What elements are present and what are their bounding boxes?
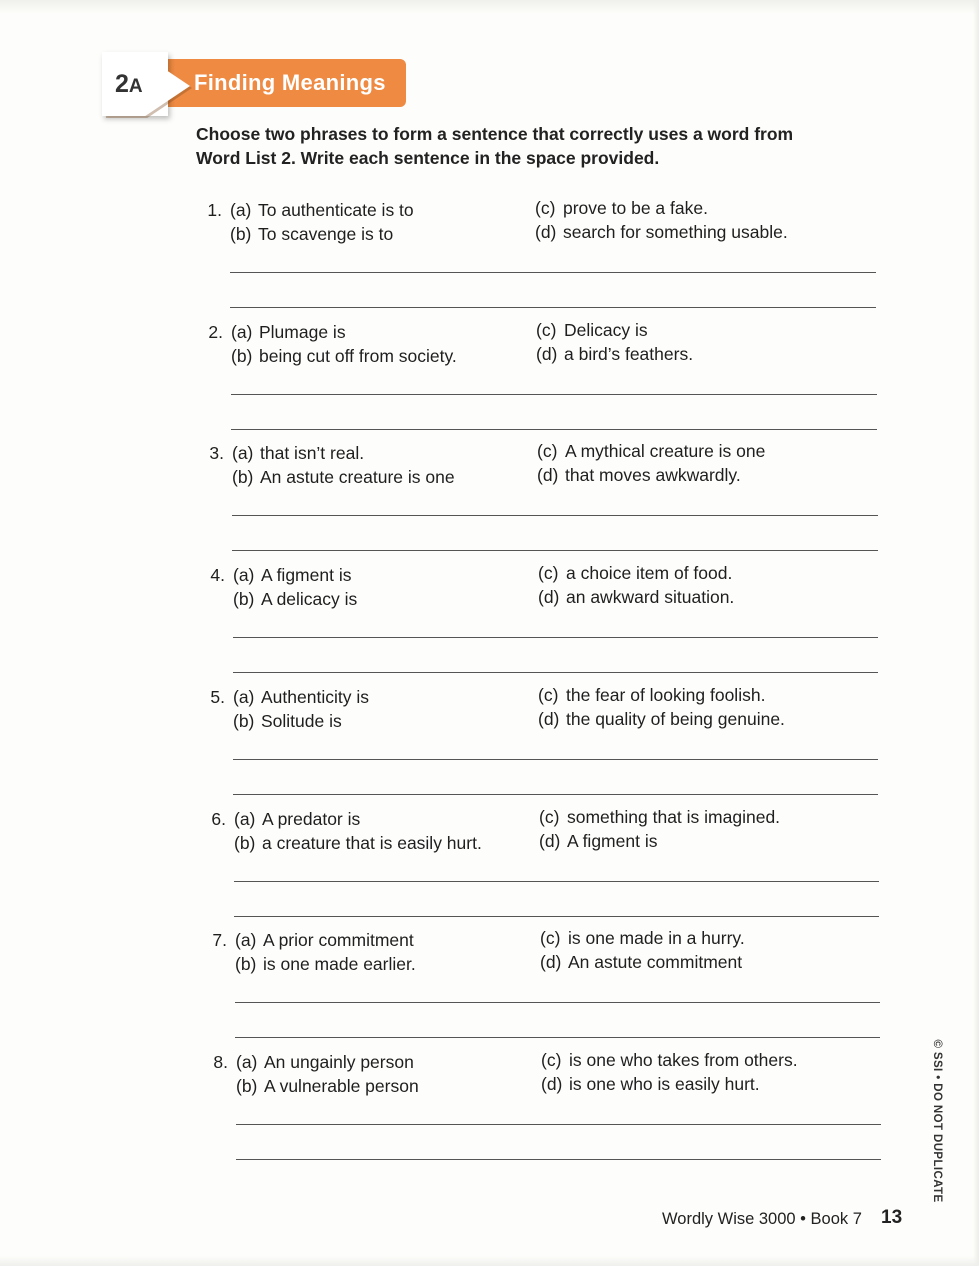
question-number: 7. xyxy=(212,930,227,950)
answer-line[interactable] xyxy=(235,1002,880,1003)
instructions: Choose two phrases to form a sentence that correctly uses a word from Word List 2. Write each sentence in the space provided. xyxy=(196,124,794,168)
answer-line[interactable] xyxy=(232,550,878,551)
option-d: (d) is one who is easily hurt. xyxy=(541,1074,760,1094)
option-b: (b) A delicacy is xyxy=(233,589,358,609)
answer-line[interactable] xyxy=(235,1037,880,1038)
answer-line[interactable] xyxy=(233,794,878,795)
option-c: (c) prove to be a fake. xyxy=(535,198,708,218)
answer-line[interactable] xyxy=(231,394,877,395)
answer-line[interactable] xyxy=(236,1159,881,1160)
answer-line[interactable] xyxy=(234,881,879,882)
option-b: (b) being cut off from society. xyxy=(231,346,457,366)
option-c: (c) is one made in a hurry. xyxy=(540,928,745,948)
copyright-notice: © SSI • DO NOT DUPLICATE xyxy=(931,1039,943,1203)
option-a: (a) To authenticate is to xyxy=(230,200,414,220)
question-number: 5. xyxy=(210,687,225,707)
section-title: Finding Meanings xyxy=(194,70,386,95)
question-item xyxy=(0,441,979,563)
option-a: (a) A predator is xyxy=(234,809,361,829)
answer-line[interactable] xyxy=(231,429,877,430)
section-number: 2A xyxy=(115,70,143,98)
option-a: (a) An ungainly person xyxy=(236,1052,414,1072)
question-number: 1. xyxy=(207,200,222,220)
answer-line[interactable] xyxy=(234,916,879,917)
option-d: (d) a bird’s feathers. xyxy=(536,344,694,364)
question-item xyxy=(0,807,979,929)
option-c: (c) Delicacy is xyxy=(536,320,648,340)
answer-line[interactable] xyxy=(232,515,878,516)
option-a: (a) A prior commitment xyxy=(235,930,414,950)
answer-line[interactable] xyxy=(230,307,876,308)
question-item xyxy=(0,1050,979,1172)
page-number: 13 xyxy=(881,1207,903,1228)
option-d: (d) A figment is xyxy=(539,831,658,851)
option-c: (c) A mythical creature is one xyxy=(537,441,766,461)
question-number: 4. xyxy=(210,565,225,585)
option-d: (d) that moves awkwardly. xyxy=(537,465,741,485)
question-item xyxy=(0,563,979,685)
option-d: (d) search for something usable. xyxy=(535,222,788,242)
book-title: Wordly Wise 3000 • Book 7 xyxy=(662,1210,862,1228)
question-item xyxy=(0,320,979,442)
question-number: 2. xyxy=(208,322,223,342)
option-c: (c) is one who takes from others. xyxy=(541,1050,798,1070)
option-c: (c) a choice item of food. xyxy=(538,563,733,583)
scan-edge-bottom xyxy=(0,1256,979,1266)
option-c: (c) something that is imagined. xyxy=(539,807,781,827)
question-item xyxy=(0,685,979,807)
question-item xyxy=(0,928,979,1050)
option-b: (b) An astute creature is one xyxy=(232,467,455,487)
option-a: (a) Plumage is xyxy=(231,322,346,342)
answer-line[interactable] xyxy=(233,637,878,638)
option-d: (d) the quality of being genuine. xyxy=(538,709,785,729)
option-c: (c) the fear of looking foolish. xyxy=(538,685,766,705)
answer-line[interactable] xyxy=(236,1124,881,1125)
scan-edge-top xyxy=(0,0,979,14)
question-item xyxy=(0,198,979,320)
option-b: (b) A vulnerable person xyxy=(236,1076,419,1096)
option-a: (a) that isn’t real. xyxy=(232,443,365,463)
answer-line[interactable] xyxy=(230,272,876,273)
option-d: (d) an awkward situation. xyxy=(538,587,735,607)
option-a: (a) A figment is xyxy=(233,565,352,585)
option-b: (b) a creature that is easily hurt. xyxy=(234,833,482,853)
option-d: (d) An astute commitment xyxy=(540,952,743,972)
answer-line[interactable] xyxy=(233,759,878,760)
option-a: (a) Authenticity is xyxy=(233,687,369,707)
question-number: 6. xyxy=(211,809,226,829)
answer-line[interactable] xyxy=(233,672,878,673)
option-b: (b) Solitude is xyxy=(233,711,342,731)
option-b: (b) To scavenge is to xyxy=(230,224,394,244)
option-b: (b) is one made earlier. xyxy=(235,954,416,974)
question-number: 8. xyxy=(213,1052,228,1072)
question-number: 3. xyxy=(209,443,224,463)
